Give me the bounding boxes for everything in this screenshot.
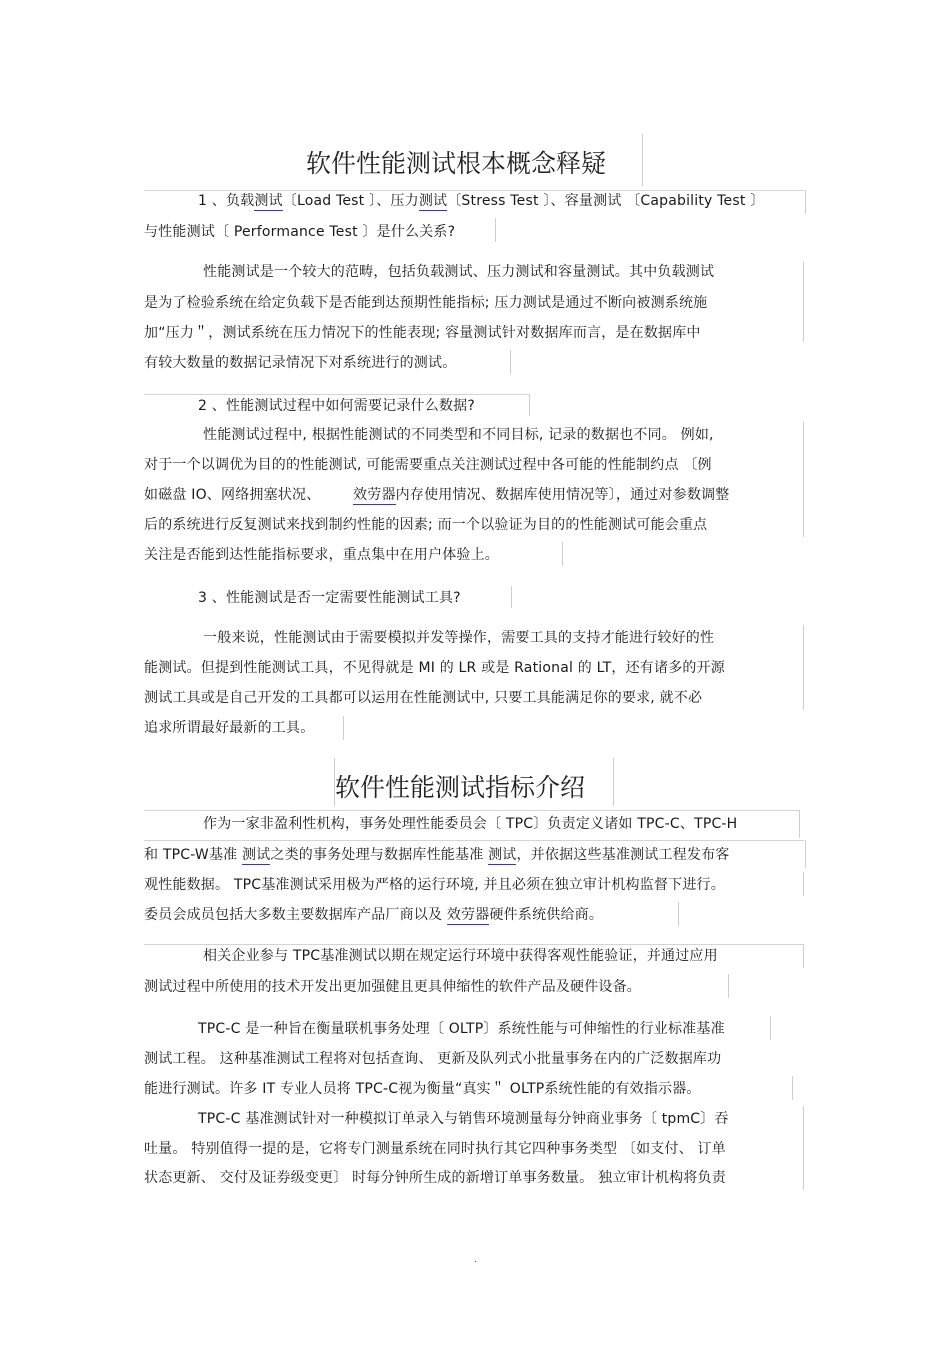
- answer-3-line-1: 一般来说，性能测试由于需要模拟并发等操作，需要工具的支持才能进行较好的性: [203, 630, 715, 646]
- guide-line: [805, 190, 806, 214]
- guide-line: [770, 1016, 771, 1040]
- answer-3-line-2: 能测试。但提到性能测试工具，不见得就是 MI 的 LR 或是 Rational 的 LT，还有诸多的开源: [144, 660, 725, 676]
- tpcc-measure-line-2: 吐量。 特别值得一提的是，它将专门测量系统在同时执行其它四种事务类型 〔如支付、 订单: [144, 1141, 726, 1157]
- answer-2-line-2: 对于一个以调优为目的的性能测试, 可能需要重点关注测试过程中各可能的性能制约点 〔例: [144, 457, 712, 473]
- answer-2-line-5: 关注是否能到达性能指标要求，重点集中在用户体验上。: [144, 547, 499, 563]
- guide-line: [511, 586, 512, 608]
- page-footer-mark: .: [474, 1254, 478, 1265]
- tpc-participation-line-1: 相关企业参与 TPC基准测试以期在规定运行环境中获得客观性能验证，并通过应用: [203, 948, 718, 964]
- guide-line: [343, 716, 344, 740]
- guide-line: [803, 872, 804, 896]
- page-title: 软件性能测试根本概念释疑: [306, 149, 607, 178]
- question-text: 〔Load Test 〕、压力: [282, 193, 419, 209]
- test-link[interactable]: 测试: [242, 847, 271, 863]
- answer-1-line-1: 性能测试是一个较大的范畴，包括负载测试、压力测试和容量测试。其中负载测试: [203, 264, 715, 280]
- question-text: 1 、负载: [198, 193, 255, 209]
- answer-1-line-3: 加“压力＂，测试系统在压力情况下的性能表现; 容量测试针对数据库而言，是在数据库中: [144, 325, 701, 341]
- guide-line: [799, 810, 800, 838]
- answer-text: 内存使用情况、数据库使用情况等〕，通过对参数调整: [395, 487, 730, 503]
- test-link[interactable]: 测试: [254, 193, 283, 209]
- question-1-line-1: [198, 191, 764, 211]
- section-title: 软件性能测试指标介绍: [335, 773, 586, 802]
- guide-line: [510, 350, 511, 374]
- tpcc-measure-line-3: 状态更新、 交付及证券级变更〕 时每分钟所生成的新增订单事务数量。 独立审计机构将负责: [144, 1170, 726, 1186]
- guide-line: [144, 394, 529, 395]
- guide-line: [495, 218, 496, 242]
- guide-line: [562, 542, 563, 566]
- guide-line: [792, 1076, 793, 1100]
- guide-line: [144, 944, 804, 945]
- tpc-participation-line-2: 测试过程中所使用的技术开发出更加强健且更具伸缩性的软件产品及硬件设备。: [144, 979, 641, 995]
- guide-line: [613, 758, 614, 806]
- answer-2-line-4: 后的系统进行反复测试来找到制约性能的因素; 而一个以验证为目的的性能测试可能会重点: [144, 517, 708, 533]
- para-text: 硬件系统供给商。: [489, 907, 604, 923]
- answer-text: 如磁盘 IO、网络拥塞状况、: [144, 487, 326, 503]
- guide-line: [642, 134, 643, 186]
- test-link[interactable]: 测试: [488, 847, 517, 863]
- para-text: 之类的事务处理与数据库性能基准: [270, 847, 489, 863]
- question-2: 2 、性能测试过程中如何需要记录什么数据?: [198, 398, 475, 414]
- tpc-para-line-2: [144, 845, 729, 865]
- answer-2-line-1: 性能测试过程中, 根据性能测试的不同类型和不同目标, 记录的数据也不同。 例如,: [203, 427, 714, 443]
- answer-1-line-4: 有较大数量的数据记录情况下对系统进行的测试。: [144, 355, 457, 371]
- guide-line: [803, 422, 804, 537]
- guide-line: [803, 262, 804, 342]
- guide-line: [144, 810, 799, 811]
- para-text: ，并依据这些基准测试工程发布客: [516, 847, 730, 863]
- guide-line: [805, 840, 806, 868]
- guide-line: [678, 902, 679, 926]
- tpc-para-line-1: 作为一家非盈利性机构，事务处理性能委员会〔 TPC〕负责定义诸如 TPC-C、TPC-H: [203, 816, 738, 832]
- para-text: 和 TPC-W基准: [144, 847, 242, 863]
- question-text: 〔Stress Test 〕、容量测试 〔Capability Test 〕: [447, 193, 765, 209]
- question-3: 3 、性能测试是否一定需要性能测试工具?: [198, 590, 461, 606]
- server-link[interactable]: 效劳器: [353, 487, 396, 503]
- para-text: 委员会成员包括大多数主要数据库产品厂商以及: [144, 907, 447, 923]
- answer-2-line-3: [144, 485, 729, 505]
- answer-3-line-3: 测试工具或是自己开发的工具都可以运用在性能测试中, 只要工具能满足你的要求, 就不必: [144, 690, 703, 706]
- tpcc-intro-line-1: TPC-C 是一种旨在衡量联机事务处理〔 OLTP〕系统性能与可伸缩性的行业标准基准: [198, 1021, 725, 1037]
- guide-line: [803, 1106, 804, 1190]
- answer-1-line-2: 是为了检验系统在给定负载下是否能到达预期性能指标; 压力测试是通过不断向被测系统施: [144, 295, 708, 311]
- guide-line: [529, 394, 530, 416]
- tpcc-intro-line-2: 测试工程。 这种基准测试工程将对包括查询、 更新及队列式小批量事务在内的广泛数据库功: [144, 1051, 722, 1067]
- tpc-para-line-4: [144, 905, 603, 925]
- tpcc-measure-line-1: TPC-C 基准测试针对一种模拟订单录入与销售环境测量每分钟商业事务〔 tpmC〕吞: [198, 1111, 729, 1127]
- tpc-para-line-3: 观性能数据。 TPC基准测试采用极为严格的运行环境, 并且必须在独立审计机构监督下进行。: [144, 877, 725, 893]
- guide-line: [803, 625, 804, 710]
- tpcc-intro-line-3: 能进行测试。许多 IT 专业人员将 TPC-C视为衡量“真实＂ OLTP系统性能的有效指示器。: [144, 1081, 701, 1097]
- guide-line: [803, 944, 804, 968]
- server-link[interactable]: 效劳器: [446, 907, 490, 923]
- guide-line: [144, 840, 804, 841]
- answer-3-line-4: 追求所谓最好最新的工具。: [144, 720, 315, 736]
- question-1-line-2: 与性能测试〔 Performance Test 〕是什么关系?: [144, 224, 456, 240]
- guide-line: [728, 974, 729, 998]
- test-link[interactable]: 测试: [418, 193, 448, 209]
